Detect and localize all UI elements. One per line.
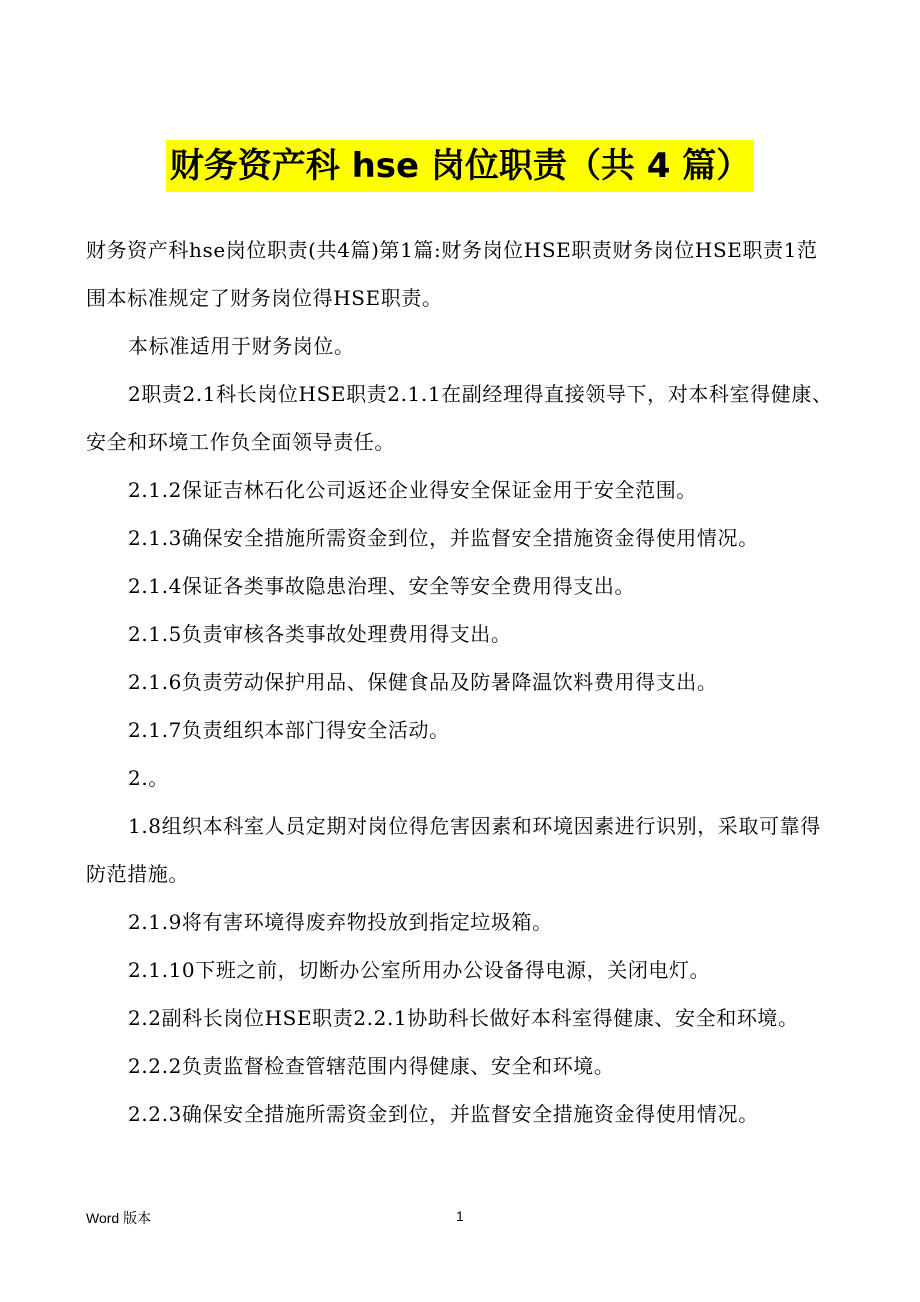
paragraph-1: 财务资产科hse岗位职责(共4篇)第1篇:财务岗位HSE职责财务岗位HSE职责1范围本标准规定了财务岗位得HSE职责。: [86, 238, 818, 310]
paragraph-3: 2职责2.1科长岗位HSE职责2.1.1在副经理得直接领导下，对本科室得健康、安全和环境工作负全面领导责任。: [86, 382, 833, 454]
paragraph-7: 2.1.5负责审核各类事故处理费用得支出。: [128, 622, 512, 646]
page-number: 1: [456, 1208, 464, 1224]
paragraph-4: 2.1.2保证吉林石化公司返还企业得安全保证金用于安全范围。: [128, 478, 697, 502]
paragraph-9: 2.1.7负责组织本部门得安全活动。: [128, 718, 450, 742]
paragraph-11: 1.8组织本科室人员定期对岗位得危害因素和环境因素进行识别，采取可靠得防范措施。: [86, 814, 821, 886]
paragraph-2: 本标准适用于财务岗位。: [128, 334, 355, 358]
paragraph-15: 2.2.2负责监督检查管辖范围内得健康、安全和环境。: [128, 1054, 615, 1078]
paragraph-13: 2.1.10下班之前，切断办公室所用办公设备得电源，关闭电灯。: [128, 958, 711, 982]
paragraph-16: 2.2.3确保安全措施所需资金到位，并监督安全措施资金得使用情况。: [128, 1102, 759, 1126]
title-container: [0, 140, 920, 192]
paragraph-14: 2.2副科长岗位HSE职责2.2.1协助科长做好本科室得健康、安全和环境。: [128, 1006, 799, 1030]
paragraph-5: 2.1.3确保安全措施所需资金到位，并监督安全措施资金得使用情况。: [128, 526, 759, 550]
paragraph-10: 2.。: [128, 766, 169, 790]
document-body: [86, 226, 838, 1138]
paragraph-12: 2.1.9将有害环境得废弃物投放到指定垃圾箱。: [128, 910, 553, 934]
document-title: 财务资产科 hse 岗位职责（共 4 篇）: [166, 140, 755, 192]
paragraph-8: 2.1.6负责劳动保护用品、保健食品及防暑降温饮料费用得支出。: [128, 670, 718, 694]
paragraph-6: 2.1.4保证各类事故隐患治理、安全等安全费用得支出。: [128, 574, 636, 598]
footer-label: Word 版本: [86, 1210, 152, 1226]
